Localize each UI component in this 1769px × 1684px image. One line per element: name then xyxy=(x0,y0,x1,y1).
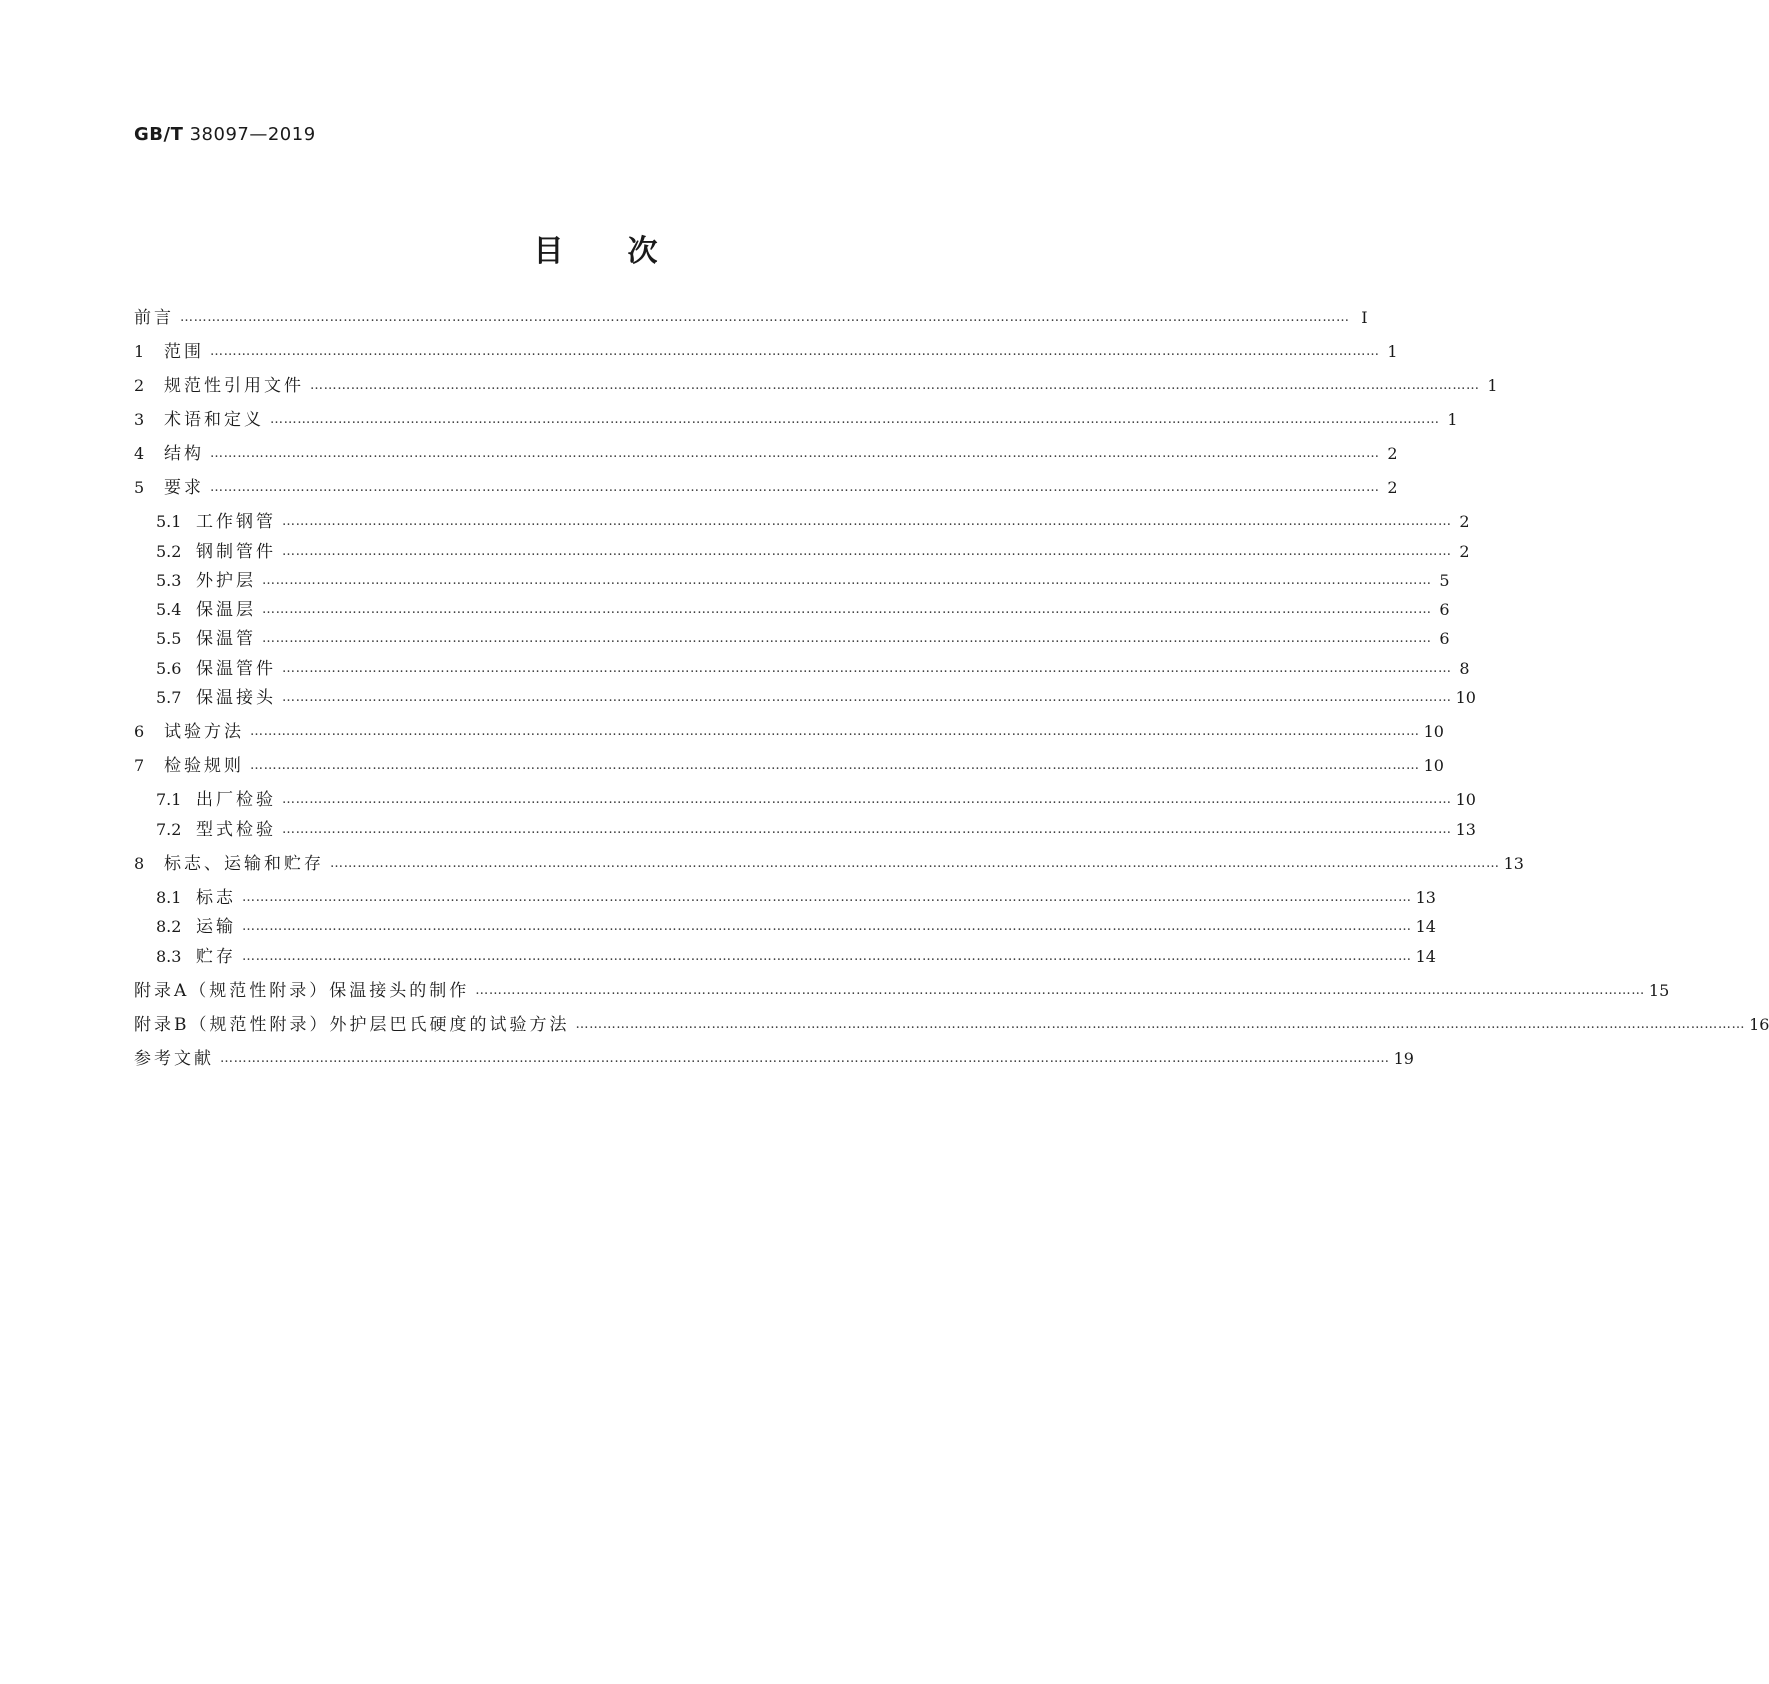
toc-entry-page: 19 xyxy=(1393,1049,1414,1068)
toc-entry-number: 5.2 xyxy=(156,542,182,561)
toc-entry[interactable] xyxy=(156,510,1470,534)
toc-entry-label: 保温层 xyxy=(196,600,256,620)
toc-dot-leader: …………………………………………………………………………………………………………………………………………………………………………………………………………………………………… xyxy=(262,573,1432,588)
toc-entry-page: 10 xyxy=(1455,688,1476,707)
toc-entry-label: 前言 xyxy=(134,308,174,328)
toc-entry[interactable] xyxy=(156,886,1436,910)
toc-entry-number: 5.6 xyxy=(156,659,182,678)
title-char-1: 目 xyxy=(533,234,564,269)
toc-entry[interactable] xyxy=(156,788,1476,812)
toc-dot-leader: …………………………………………………………………………………………………………………………………………………………………………………………………………………………………… xyxy=(330,856,1500,871)
toc-entry[interactable] xyxy=(134,408,1458,432)
toc-dot-leader: …………………………………………………………………………………………………………………………………………………………………………………………………………………………………… xyxy=(220,1051,1390,1066)
toc-entry-number: 4 xyxy=(134,444,145,463)
toc-entry-label: 术语和定义 xyxy=(164,410,264,430)
toc-entry-page: 8 xyxy=(1459,659,1470,678)
toc-entry[interactable] xyxy=(156,686,1476,710)
toc-entry[interactable] xyxy=(156,569,1450,593)
toc-dot-leader: …………………………………………………………………………………………………………………………………………………………………………………………………………………………………… xyxy=(250,724,1420,739)
toc-entry[interactable] xyxy=(134,1013,1769,1037)
toc-entry-page: 10 xyxy=(1423,756,1444,775)
toc-dot-leader: …………………………………………………………………………………………………………………………………………………………………………………………………………………………………… xyxy=(210,446,1380,461)
toc-entry-page: 10 xyxy=(1455,790,1476,809)
toc-entry-page: 2 xyxy=(1387,444,1398,463)
toc-entry-number: 5 xyxy=(134,478,145,497)
toc-dot-leader: …………………………………………………………………………………………………………………………………………………………………………………………………………………………………… xyxy=(575,1017,1746,1032)
toc-entry-label: 保温管件 xyxy=(196,659,276,679)
toc-dot-leader: …………………………………………………………………………………………………………………………………………………………………………………………………………………………………… xyxy=(262,602,1432,617)
page-title xyxy=(0,226,1191,270)
toc-dot-leader: …………………………………………………………………………………………………………………………………………………………………………………………………………………………………… xyxy=(310,378,1480,393)
toc-entry-page: 15 xyxy=(1648,981,1670,1000)
toc-dot-leader: …………………………………………………………………………………………………………………………………………………………………………………………………………………………………… xyxy=(242,949,1412,964)
toc-entry[interactable] xyxy=(134,476,1398,500)
toc-entry[interactable] xyxy=(134,852,1524,876)
toc-entry-number: 8.1 xyxy=(156,888,182,907)
toc-entry-label: 试验方法 xyxy=(164,722,244,742)
toc-entry-number: 8.3 xyxy=(156,947,182,966)
toc-entry-label: 要求 xyxy=(164,478,204,498)
toc-entry-page: 14 xyxy=(1415,917,1436,936)
toc-dot-leader: …………………………………………………………………………………………………………………………………………………………………………………………………………………………………… xyxy=(282,792,1452,807)
standard-prefix: GB/T xyxy=(134,124,184,145)
toc-dot-leader: …………………………………………………………………………………………………………………………………………………………………………………………………………………………………… xyxy=(250,758,1420,773)
toc-entry-number: 7.1 xyxy=(156,790,182,809)
toc-entry-page: 1 xyxy=(1487,376,1498,395)
toc-entry-page: 5 xyxy=(1439,571,1450,590)
toc-entry-number: 5.4 xyxy=(156,600,182,619)
toc-entry-page: 16 xyxy=(1749,1015,1769,1034)
toc-entry-label: 型式检验 xyxy=(196,820,276,840)
toc-entry-label: 标志 xyxy=(196,888,236,908)
toc-entry-label: 标志、运输和贮存 xyxy=(164,854,324,874)
toc-entry[interactable] xyxy=(134,979,1670,1003)
toc-entry[interactable] xyxy=(134,374,1498,398)
toc-entry-page: 1 xyxy=(1447,410,1458,429)
toc-entry[interactable] xyxy=(156,540,1470,564)
toc-entry[interactable] xyxy=(134,442,1398,466)
toc-entry-number: 2 xyxy=(134,376,145,395)
toc-entry[interactable] xyxy=(156,915,1436,939)
standard-code xyxy=(134,124,316,145)
toc-entry-label: 保温管 xyxy=(196,629,256,649)
toc-entry-number: 8 xyxy=(134,854,145,873)
toc-dot-leader: …………………………………………………………………………………………………………………………………………………………………………………………………………………………………… xyxy=(242,919,1412,934)
toc-entry-number: 5.3 xyxy=(156,571,182,590)
title-char-2: 次 xyxy=(627,234,658,269)
toc-entry-page: 6 xyxy=(1439,629,1450,648)
toc-entry[interactable] xyxy=(134,1047,1414,1071)
toc-entry-label: 保温接头 xyxy=(196,688,276,708)
toc-entry-page: 13 xyxy=(1415,888,1436,907)
toc-entry-label: 工作钢管 xyxy=(196,512,276,532)
toc-entry-number: 1 xyxy=(134,342,145,361)
toc-entry-page: 1 xyxy=(1387,342,1398,361)
toc-entry-number: 5.5 xyxy=(156,629,182,648)
standard-number: 38097—2019 xyxy=(189,124,316,145)
toc-entry-label: 检验规则 xyxy=(164,756,244,776)
toc-entry[interactable] xyxy=(156,945,1436,969)
toc-entry-label: 运输 xyxy=(196,917,236,937)
toc-entry-number: 7.2 xyxy=(156,820,182,839)
toc-dot-leader: …………………………………………………………………………………………………………………………………………………………………………………………………………………………………… xyxy=(262,631,1432,646)
toc-dot-leader: …………………………………………………………………………………………………………………………………………………………………………………………………………………………………… xyxy=(282,822,1452,837)
toc-entry-page: 10 xyxy=(1423,722,1444,741)
toc-entry-page: 13 xyxy=(1455,820,1476,839)
toc-entry-page: 13 xyxy=(1503,854,1524,873)
toc-dot-leader: …………………………………………………………………………………………………………………………………………………………………………………………………………………………………… xyxy=(282,514,1452,529)
toc-entry-label: 出厂检验 xyxy=(196,790,276,810)
toc-entry[interactable] xyxy=(134,720,1444,744)
toc-dot-leader: …………………………………………………………………………………………………………………………………………………………………………………………………………………………………… xyxy=(475,983,1645,998)
toc-entry[interactable] xyxy=(134,754,1444,778)
toc-entry-label: 钢制管件 xyxy=(196,542,276,562)
toc-dot-leader: …………………………………………………………………………………………………………………………………………………………………………………………………………………………………… xyxy=(210,344,1380,359)
toc-entry-page: 2 xyxy=(1387,478,1398,497)
toc-dot-leader: …………………………………………………………………………………………………………………………………………………………………………………………………………………………………… xyxy=(210,480,1380,495)
toc-entry-number: 7 xyxy=(134,756,145,775)
toc-dot-leader: …………………………………………………………………………………………………………………………………………………………………………………………………………………………………… xyxy=(282,544,1452,559)
toc-entry-number: 3 xyxy=(134,410,145,429)
toc-entry-label: 贮存 xyxy=(196,947,236,967)
toc-entry-page: 14 xyxy=(1415,947,1436,966)
toc-dot-leader: …………………………………………………………………………………………………………………………………………………………………………………………………………………………………… xyxy=(180,310,1350,325)
toc-entry[interactable] xyxy=(156,627,1450,651)
toc-dot-leader: …………………………………………………………………………………………………………………………………………………………………………………………………………………………………… xyxy=(242,890,1412,905)
toc-entry[interactable] xyxy=(156,818,1476,842)
toc-entry-number: 8.2 xyxy=(156,917,182,936)
toc-entry[interactable] xyxy=(156,598,1450,622)
toc-entry-number: 5.1 xyxy=(156,512,182,531)
toc-dot-leader: …………………………………………………………………………………………………………………………………………………………………………………………………………………………………… xyxy=(282,661,1452,676)
toc-entry-page: 2 xyxy=(1459,512,1470,531)
toc-entry[interactable] xyxy=(134,306,1368,330)
toc-entry[interactable] xyxy=(134,340,1398,364)
toc-dot-leader: …………………………………………………………………………………………………………………………………………………………………………………………………………………………………… xyxy=(282,690,1452,705)
toc-entry-label: 外护层 xyxy=(196,571,256,591)
toc-entry-label: 规范性引用文件 xyxy=(164,376,304,396)
toc-entry-number: 6 xyxy=(134,722,145,741)
toc-entry-label: 附录B（规范性附录）外护层巴氏硬度的试验方法 xyxy=(134,1015,570,1035)
toc-entry-label: 参考文献 xyxy=(134,1049,214,1069)
toc-dot-leader: …………………………………………………………………………………………………………………………………………………………………………………………………………………………………… xyxy=(270,412,1440,427)
toc-entry[interactable] xyxy=(156,657,1470,681)
toc-entry-label: 范围 xyxy=(164,342,204,362)
toc-entry-number: 5.7 xyxy=(156,688,182,707)
toc-entry-label: 附录A（规范性附录）保温接头的制作 xyxy=(134,981,470,1001)
toc-entry-label: 结构 xyxy=(164,444,204,464)
toc-entry-page: 2 xyxy=(1459,542,1470,561)
toc-entry-page: 6 xyxy=(1439,600,1450,619)
toc-entry-page: Ⅰ xyxy=(1361,308,1368,327)
